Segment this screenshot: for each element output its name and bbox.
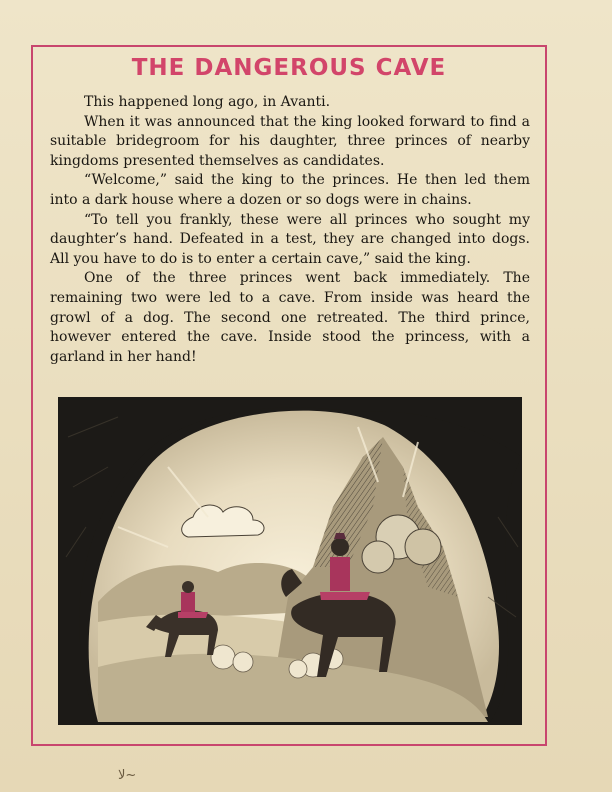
cave-illustration (58, 397, 522, 725)
story-body (50, 93, 530, 367)
story-paragraph-2: When it was announced that the king looked forward to find a suitable bridegroom for his daughter, three princes of nearby kingdoms presented themselves as candidates. (50, 113, 530, 169)
story-paragraph-5: One of the three princes went back immediately. The remaining two were led to a cave. From inside was heard the growl of a dog. The second one retreated. The third prince, however entered the cave. Inside stood the princess, with a garland in her hand! (50, 270, 530, 365)
handwritten-margin-mark: ﻻ~ (118, 768, 137, 783)
story-title: THE DANGEROUS CAVE (131, 55, 447, 81)
cave-scene-drawing (58, 397, 522, 725)
story-paragraph-4: “To tell you frankly, these were all princes who sought my daughter’s hand. Defeated in a test, they are changed into dogs. All you have to do is to enter a certain cave,” said the king. (50, 211, 530, 267)
story-paragraph-1: This happened long ago, in Avanti. (84, 94, 331, 110)
story-paragraph-3: “Welcome,” said the king to the princes. He then led them into a dark house where a dozen or so dogs were in chains. (50, 172, 530, 208)
